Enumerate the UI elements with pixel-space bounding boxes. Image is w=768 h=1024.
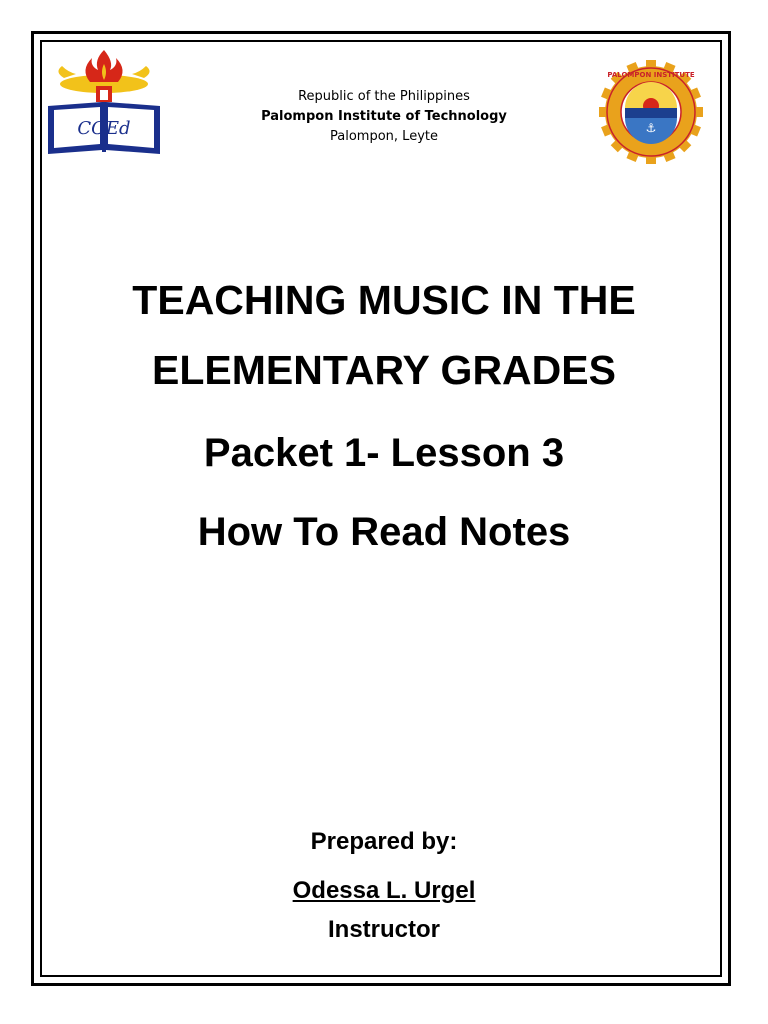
header-country: Republic of the Philippines <box>298 89 470 104</box>
svg-text:⚓: ⚓ <box>645 121 657 135</box>
pit-seal-icon <box>589 60 713 164</box>
header-location: Palompon, Leyte <box>330 129 438 144</box>
institution-header <box>200 87 568 147</box>
author-role: Instructor <box>327 916 440 943</box>
lesson-topic-heading: How To Read Notes <box>197 510 571 554</box>
header-institution: Palompon Institute of Technology <box>261 109 507 124</box>
prepared-by-label: Prepared by: <box>310 828 458 855</box>
packet-lesson-heading: Packet 1- Lesson 3 <box>203 431 565 475</box>
coed-logo-icon <box>44 46 164 158</box>
title-line-1: TEACHING MUSIC IN THE <box>132 277 636 323</box>
seal-text: PALOMPON INSTITUTE <box>607 71 695 79</box>
svg-text:COEd: COEd <box>77 118 131 139</box>
author-name: Odessa L. Urgel <box>292 877 476 904</box>
title-line-2: ELEMENTARY GRADES <box>152 347 616 393</box>
